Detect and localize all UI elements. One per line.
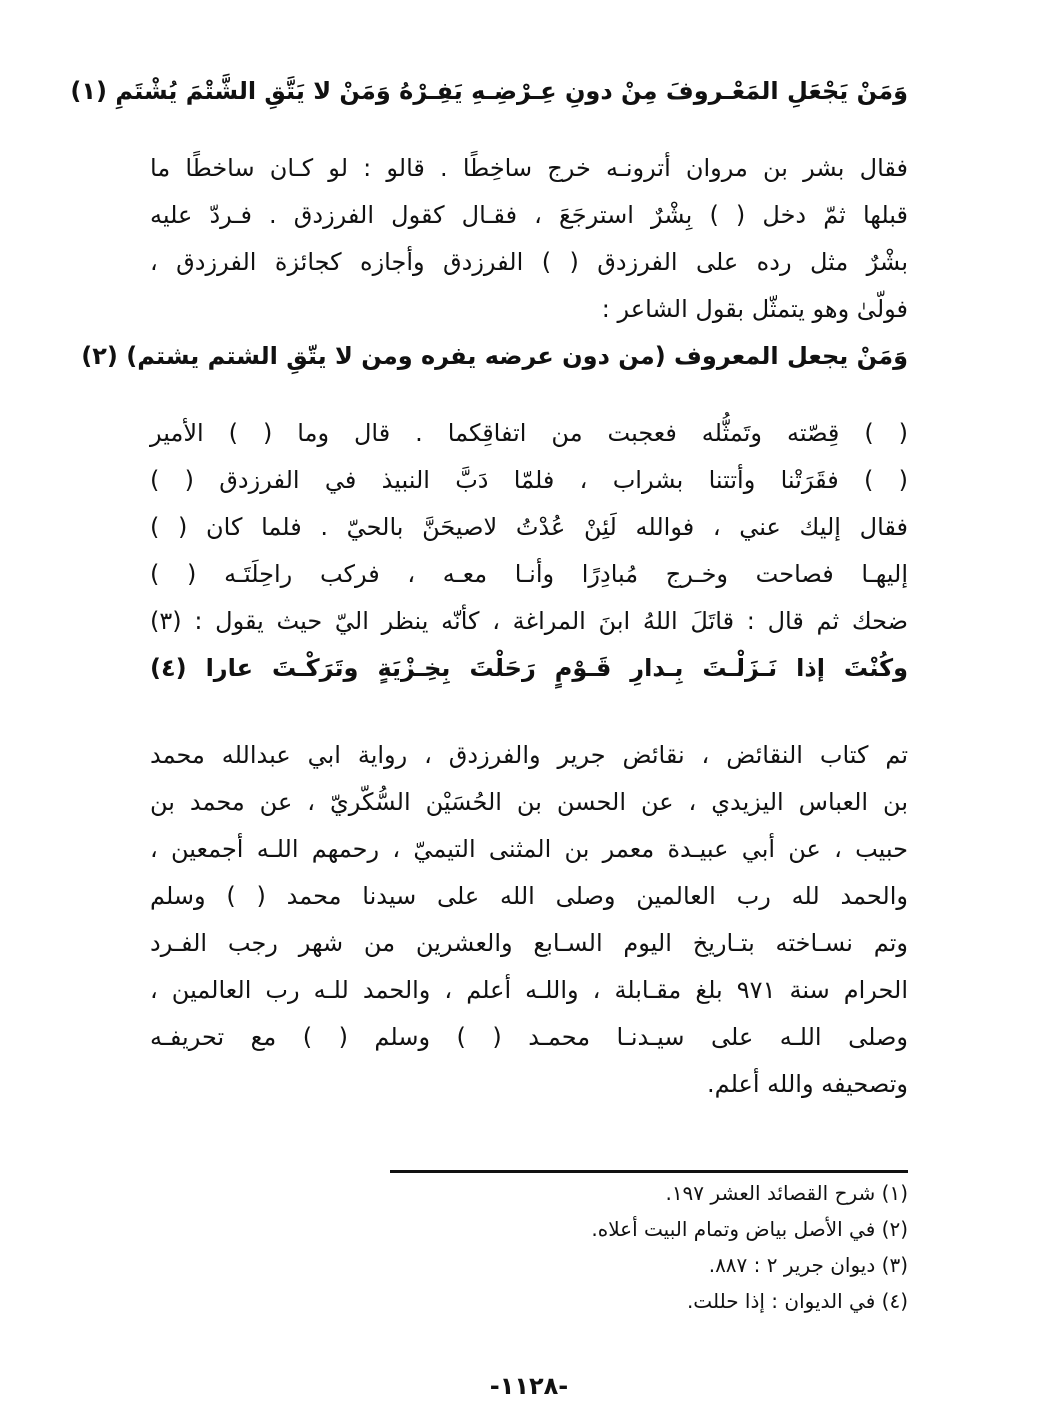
colophon [150,732,908,1108]
spacer [150,115,908,145]
colophon-line: وتصحيفه والله أعلم. [707,1070,908,1098]
footnotes [390,1175,908,1319]
book-page-body [70,68,909,1108]
colophon-line: حبيب ، عن أبي عبيـدة معمر بن المثنى التيميّ ، رحمهم اللـه أجمعين ، [150,835,908,863]
verse-line-3: وكُنْتَ إذا نَـزَلْـتَ بِـدارِ قَـوْمٍ رَحَلْتَ بِخِـزْيَةٍ وتَرَكْـتَ عارا (٤) [150,654,908,682]
paragraph-line: فقال بشر بن مروان أترونـه خرج ساخِطًا . قالو : لو كـان ساخطًا ما [150,154,908,182]
page-number: -١١٢٨- [489,1372,569,1400]
paragraph-bishr [150,145,908,333]
paragraph-line: ( ) فقَرَتْنا وأتتنا بشراب ، فلمّا دَبَّ النبيذ في الفرزدق ( ) [150,466,908,494]
colophon-line: وصلى اللـه على سيـدنـا محمـد ( ) وسلم ( ) مع تحريفـه [150,1023,908,1051]
paragraph-line: ضحك ثم قال : قاتَلَ اللهُ ابنَ المراغة ، كأنّه ينظر اليّ حيث يقول : (٣) [150,607,908,635]
paragraph-line: فولّىٰ وهو يتمثّل بقول الشاعر : [601,295,908,323]
paragraph-line: قبلها ثمّ دخل ( ) بِشْرٌ استرجَعَ ، فقـال كقول الفرزدق . فـردّ عليه [150,201,908,229]
paragraph-line: فقال إليك عني ، فوالله لَئِنْ عُدْتُ لاصيحَنَّ بالحيّ . فلما كان ( ) [150,513,908,541]
colophon-line: بن العباس اليزيدي ، عن الحسن بن الحُسَيْن السُّكّريّ ، عن محمد بن [150,788,908,816]
colophon-line: وتم نسـاخته بتـاريخ اليوم السـابع والعشرين من شهر رجب الفـرد [150,929,908,957]
footnote-3: (٣) ديوان جرير ٢ : ٨٨٧. [708,1253,908,1277]
colophon-line: والحمد لله رب العالمين وصلى الله على سيدنا محمد ( ) وسلم [150,882,908,910]
spacer [150,380,908,410]
footnote-1: (١) شرح القصائد العشر ١٩٧. [665,1181,908,1205]
colophon-line: الحرام سنة ٩٧١ بلغ مقـابلة ، واللـه أعلم ، والحمد للـه رب العالمين ، [150,976,909,1004]
footnote-divider [390,1170,908,1173]
paragraph-line: ( ) قِصّته وتَمثُّله فعجبت من اتفاقِكما . قال وما ( ) الأمير [150,419,908,447]
paragraph-line: بشْرٌ مثل رده على الفرزدق ( ) الفرزدق وأجازه كجائزة الفرزدق ، [150,248,908,276]
verse-line-2: وَمَنْ يجعل المعروف (من دون عرضه يفره ومن لا يتّقِ الشتم يشتم) (٢) [81,342,908,370]
paragraph-line: إليهـا فصاحت وخـرج مُبادِرًا وأنـا معـه ، فركب راحِلَتَـه ( ) [150,560,908,588]
verse-line-1: وَمَنْ يَجْعَلِ المَعْـروفَ مِنْ دونِ عِـرْضِـهِ يَفِـرْهُ وَمَنْ لا يَتَّقِ الشَّتْمَ يُشْتَمِ (١) [70,77,908,105]
spacer [150,692,908,732]
footnote-2: (٢) في الأصل بياض وتمام البيت أعلاه. [591,1217,908,1241]
footnote-4: (٤) في الديوان : إذا حللت. [686,1289,908,1313]
paragraph-story [150,410,908,645]
colophon-line: تم كتاب النقائض ، نقائض جرير والفرزدق ، رواية ابي عبدالله محمد [150,741,908,769]
